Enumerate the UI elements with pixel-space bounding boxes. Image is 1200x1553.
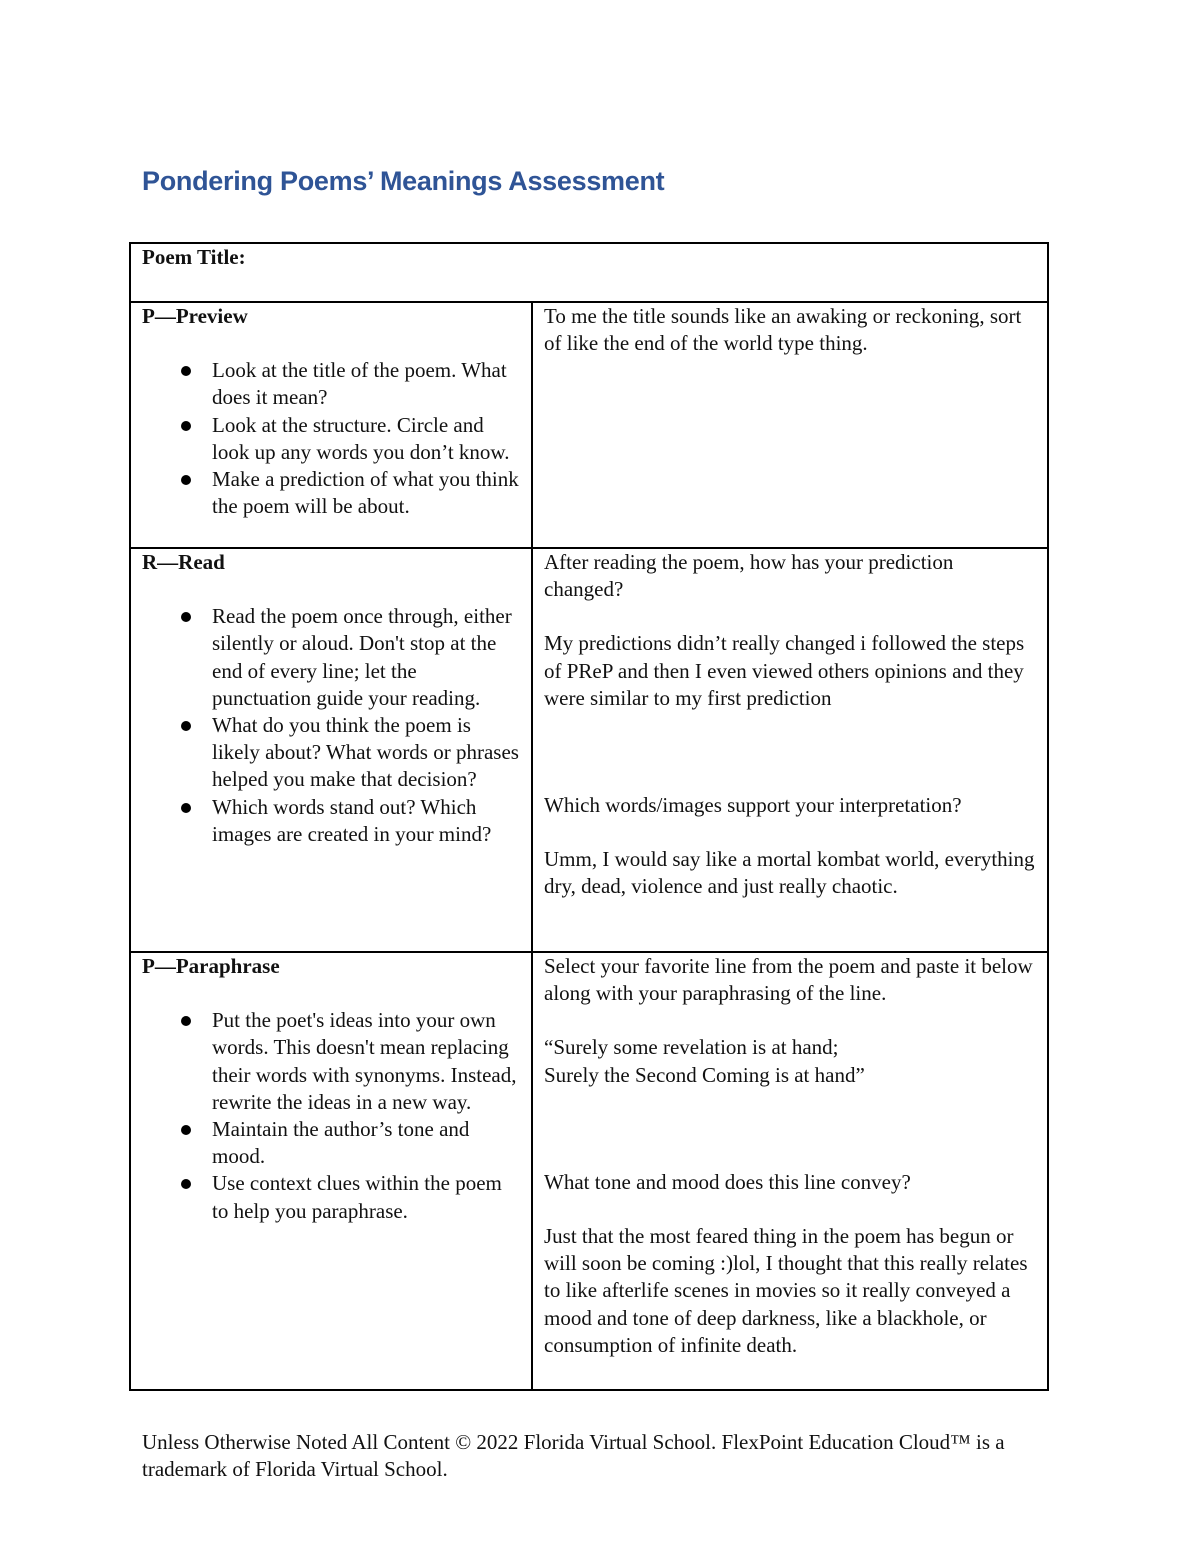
list-item: Look at the title of the poem. What does it mean? [212, 357, 521, 411]
read-answer-prediction: My predictions didn’t really changed i followed the steps of PReP and then I even viewed others opinions and they were similar to my first prediction [544, 631, 1025, 710]
list-item: Which words stand out? Which images are created in your mind? [212, 794, 521, 848]
tone-mood-answer: Just that the most feared thing in the poem has begun or will soon be coming :)lol, I thought that this really relates to like afterlife scenes in movies so it really conveyed a mood and tone of deep darkness, like a blackhole, or consumption of infinite death. [544, 1224, 1028, 1357]
read-label: R—Read [142, 550, 225, 574]
poem-title-row [130, 243, 1048, 302]
page-title: Pondering Poems’ Meanings Assessment [142, 166, 665, 196]
paraphrase-row [130, 952, 1048, 1390]
read-answer-interpretation: Umm, I would say like a mortal kombat world, everything dry, dead, violence and just really chaotic. [544, 847, 1035, 899]
paraphrase-prompt: Select your favorite line from the poem and paste it below along with your paraphrasing of the line. [544, 954, 1033, 1006]
preview-instructions-cell [130, 302, 532, 548]
poem-title-cell[interactable] [130, 243, 1048, 302]
copyright-footer: Unless Otherwise Noted All Content © 2022 Florida Virtual School. FlexPoint Education Cloud™ is a trademark of Florida Virtual School. [142, 1430, 1005, 1481]
read-row [130, 548, 1048, 952]
poem-title-label: Poem Title: [142, 245, 246, 269]
assessment-table [129, 242, 1049, 1391]
tone-mood-question: What tone and mood does this line convey? [544, 1169, 911, 1194]
read-instructions-cell [130, 548, 532, 952]
read-steps-list [142, 603, 521, 848]
list-item: Use context clues within the poem to help you paraphrase. [212, 1170, 521, 1224]
preview-steps-list [142, 357, 521, 520]
list-item: Maintain the author’s tone and mood. [212, 1116, 521, 1170]
preview-response: To me the title sounds like an awaking or reckoning, sort of like the end of the world type thing. [544, 304, 1022, 356]
list-item: Look at the structure. Circle and look up any words you don’t know. [212, 412, 521, 466]
paraphrase-instructions-cell [130, 952, 532, 1390]
paraphrase-label: P—Paraphrase [142, 954, 280, 978]
read-question-prediction: After reading the poem, how has your prediction changed? [544, 550, 954, 602]
preview-label: P—Preview [142, 304, 248, 328]
paraphrase-response-cell[interactable] [532, 952, 1048, 1390]
list-item: Read the poem once through, either silently or aloud. Don't stop at the end of every line; let the punctuation guide your reading. [212, 603, 521, 712]
list-item: Put the poet's ideas into your own words. This doesn't mean replacing their words with synonyms. Instead, rewrite the ideas in a new way. [212, 1007, 521, 1116]
read-question-interpretation: Which words/images support your interpretation? [544, 793, 962, 818]
preview-response-cell[interactable] [532, 302, 1048, 548]
list-item: What do you think the poem is likely about? What words or phrases helped you make that decision? [212, 712, 521, 794]
favorite-quote-line-2: Surely the Second Coming is at hand” [544, 1062, 865, 1087]
list-item: Make a prediction of what you think the poem will be about. [212, 466, 521, 520]
read-response-cell[interactable] [532, 548, 1048, 952]
paraphrase-steps-list [142, 1007, 521, 1225]
preview-row [130, 302, 1048, 548]
favorite-quote-line-1: “Surely some revelation is at hand; [544, 1035, 839, 1060]
